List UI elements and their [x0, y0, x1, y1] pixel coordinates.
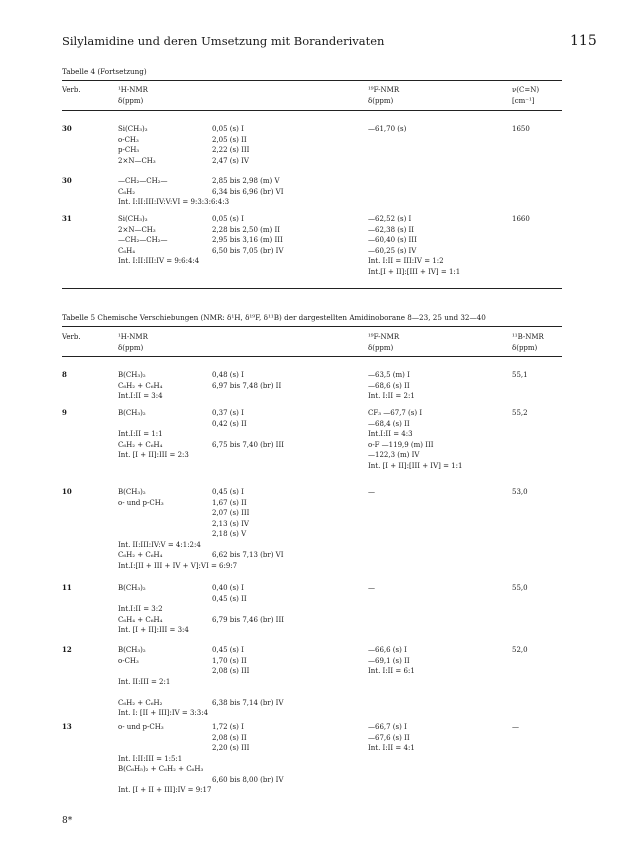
f-nmr-value-line: Int.I:II = 4:3 [368, 430, 413, 438]
b_nmr-value: — [512, 723, 519, 731]
h-nmr-shift-line [212, 429, 284, 440]
table5-header-rule [62, 356, 562, 357]
h-nmr-group-line [118, 419, 189, 430]
table4-caption: Tabelle 4 (Fortsetzung) [62, 67, 147, 76]
h-nmr-group-line: B(CH₃)₂ [118, 584, 146, 592]
h-nmr-group [118, 214, 199, 267]
table4-header-ir: ν(C=N) [cm⁻¹] [512, 86, 540, 105]
f-nmr-value [368, 124, 406, 135]
h-nmr-group-line: C₆H₄ + C₆H₄ [118, 615, 163, 624]
f-nmr-value-line: Int. I:II = 2:1 [368, 392, 415, 400]
table5-header-f-nmr: ¹⁹F-NMR δ(ppm) [368, 333, 400, 352]
ir-value: 1660 [512, 215, 530, 223]
h-nmr-group-line: Si(CH₃)₃ [118, 125, 148, 133]
f-nmr-value-line: —62,52 (s) I [368, 215, 412, 223]
h-nmr-shift-line: 2,28 bis 2,50 (m) II [212, 225, 281, 234]
f-nmr-value-line: —60,40 (s) III [368, 236, 417, 244]
f-nmr-value-line: o-F —119,9 (m) III [368, 440, 434, 449]
h-nmr-group-line: Int. I:II:III:IV = 9:6:4:4 [118, 257, 200, 265]
f-nmr-value-line: —60,25 (s) IV [368, 246, 417, 255]
table5-caption: Tabelle 5 Chemische Verschiebungen (NMR: δ¹H, δ¹⁹F, δ¹¹B) der dargestellten Amidinoborane 8—23, 25 und 32—40 [62, 313, 486, 322]
h-nmr-group-line: —CH₂—CH₂— [118, 236, 168, 244]
h-nmr-group-line: C₆H₂ + C₆H₄ [118, 551, 163, 559]
h-nmr-shift [212, 124, 249, 166]
h-nmr-shift-line: 2,47 (s) IV [212, 156, 249, 165]
compound-number: 9 [62, 408, 67, 417]
h-nmr-shift-line: 0,45 (s) II [212, 594, 247, 603]
h-nmr-shift-line: 0,40 (s) I [212, 584, 244, 592]
h-nmr-shift-line: 2,08 (s) III [212, 667, 250, 675]
h-nmr-group-line: 2×N—CH₃ [118, 156, 156, 165]
compound-number: 11 [62, 583, 72, 592]
f-nmr-value-line: Int. [I + II]:[III + IV] = 1:1 [368, 461, 463, 470]
h-nmr-shift-line: 2,95 bis 3,16 (m) III [212, 236, 283, 244]
h-nmr-group-line [118, 733, 211, 744]
table4-header-verb: Verb. [62, 86, 81, 94]
f-nmr-value [368, 408, 462, 471]
h-nmr-shift [212, 722, 284, 796]
f-nmr-value [368, 722, 415, 754]
h-nmr-group-line: C₆H₂ + C₆H₂ [118, 698, 163, 707]
h-nmr-group-line: Int. [I + II]:III = 3:4 [118, 626, 189, 634]
h-nmr-shift-line: 6,60 bis 8,00 (br) IV [212, 775, 284, 784]
h-nmr-group-line: o- und p-CH₃ [118, 498, 164, 507]
h-nmr-shift-line: 2,07 (s) III [212, 509, 250, 517]
h-nmr-shift-line [212, 197, 284, 208]
f-nmr-value [368, 214, 460, 277]
h-nmr-shift-line: 2,13 (s) IV [212, 519, 249, 528]
h-nmr-shift-line [212, 540, 284, 551]
f-nmr-value-line: — [368, 584, 375, 592]
b_nmr-value: 53,0 [512, 488, 528, 496]
h-nmr-group [118, 722, 211, 796]
h-nmr-shift-line: 6,50 bis 7,05 (br) IV [212, 246, 284, 255]
h-nmr-shift-line [212, 754, 284, 765]
f-nmr-value-line: CF₃ —67,7 (s) I [368, 409, 423, 417]
h-nmr-shift-line: 0,42 (s) II [212, 419, 247, 428]
table5-header-b-nmr: ¹¹B-NMR δ(ppm) [512, 333, 544, 352]
h-nmr-group-line: B(CH₃)₂ [118, 409, 146, 417]
running-head: Silylamidine und deren Umsetzung mit Boranderivaten [62, 34, 385, 48]
table4-top-rule [62, 80, 562, 81]
h-nmr-group [118, 645, 208, 719]
f-nmr-value-line: —66,6 (s) I [368, 646, 407, 654]
h-nmr-shift-line: 1,67 (s) II [212, 498, 247, 507]
h-nmr-shift-line [212, 391, 281, 402]
h-nmr-group-line: C₆H₄ [118, 246, 136, 255]
f-nmr-value-line: —68,6 (s) II [368, 381, 410, 390]
h-nmr-group-line: Int. [I + II]:III = 2:3 [118, 451, 189, 459]
f-nmr-value-line: —69,1 (s) II [368, 656, 410, 665]
h-nmr-shift [212, 176, 284, 208]
h-nmr-shift-line [212, 764, 284, 775]
f-nmr-value-line: Int. I:II = 4:1 [368, 744, 415, 752]
h-nmr-shift-line: 2,08 (s) II [212, 733, 247, 742]
h-nmr-shift [212, 645, 284, 719]
h-nmr-shift-line [212, 604, 284, 615]
f-nmr-value [368, 645, 415, 677]
h-nmr-group-line: o-CH₃ [118, 656, 139, 665]
f-nmr-value [368, 583, 375, 594]
h-nmr-shift-line: 0,48 (s) I [212, 371, 244, 379]
h-nmr-group-line: Int. I:II:III = 1:5:1 [118, 754, 183, 763]
h-nmr-shift-line: 2,22 (s) III [212, 146, 250, 154]
h-nmr-shift-line: 0,05 (s) I [212, 125, 244, 133]
h-nmr-group [118, 370, 163, 402]
h-nmr-shift-line: 2,18 (s) V [212, 530, 247, 538]
f-nmr-value-line: —68,4 (s) II [368, 419, 410, 428]
h-nmr-group-line [118, 594, 189, 605]
h-nmr-shift-line: 6,38 bis 7,14 (br) IV [212, 698, 284, 707]
h-nmr-group-line: Int.I:II = 3:2 [118, 605, 163, 613]
table5-header-verb: Verb. [62, 333, 81, 341]
f-nmr-value-line: —62,38 (s) II [368, 225, 415, 234]
table4-bottom-rule [62, 288, 562, 289]
h-nmr-shift-line: 6,97 bis 7,48 (br) II [212, 381, 282, 390]
h-nmr-group-line: C₆H₂ + C₆H₄ [118, 440, 163, 449]
table4-header-f-nmr: ¹⁹F-NMR δ(ppm) [368, 86, 400, 105]
table5-top-rule [62, 326, 562, 327]
h-nmr-group-line: 2×N—CH₃ [118, 225, 156, 234]
h-nmr-shift-line [212, 450, 284, 461]
compound-number: 8 [62, 370, 67, 379]
f-nmr-value-line: — [368, 488, 375, 496]
h-nmr-shift-line: 6,62 bis 7,13 (br) VI [212, 551, 284, 559]
h-nmr-shift [212, 583, 284, 636]
compound-number: 30 [62, 176, 72, 185]
h-nmr-shift [212, 487, 284, 571]
h-nmr-group-line: C₆H₂ [118, 187, 136, 196]
h-nmr-shift-line [212, 708, 284, 719]
h-nmr-group-line: Int. II:III:IV:V = 4:1:2:4 [118, 540, 201, 549]
h-nmr-shift-line: 2,05 (s) II [212, 135, 247, 144]
table4-header-rule [62, 110, 562, 111]
f-nmr-value-line: —63,5 (m) I [368, 371, 410, 379]
h-nmr-shift-line: 0,05 (s) I [212, 215, 244, 223]
compound-number: 30 [62, 124, 72, 133]
ir-value: 1650 [512, 125, 530, 133]
f-nmr-value [368, 487, 375, 498]
h-nmr-group-line: Int.I:II = 3:4 [118, 392, 163, 400]
h-nmr-shift-line: 2,20 (s) III [212, 744, 250, 752]
h-nmr-group [118, 124, 156, 166]
h-nmr-group-line: o- und p-CH₃ [118, 723, 164, 731]
h-nmr-shift-line: 0,45 (s) I [212, 646, 244, 654]
h-nmr-group-line: Int. I:II:III:IV:V:VI = 9:3:3:6:4:3 [118, 198, 230, 206]
h-nmr-group-line: Si(CH₃)₃ [118, 215, 148, 223]
h-nmr-group-line: Int. I: [II + III]:IV = 3:3:4 [118, 709, 209, 717]
f-nmr-value-line: —67,6 (s) II [368, 733, 410, 742]
h-nmr-shift-line [212, 785, 284, 796]
h-nmr-group [118, 408, 189, 461]
b_nmr-value: 55,1 [512, 371, 528, 379]
h-nmr-shift-line [212, 561, 284, 572]
table4-header-h-nmr: ¹H-NMR δ(ppm) [118, 86, 148, 105]
h-nmr-group-line: Int.I:II = 1:1 [118, 430, 163, 438]
h-nmr-group-line: B(CH₃)₂ [118, 371, 146, 379]
f-nmr-value-line: Int. I:II = 6:1 [368, 667, 415, 675]
h-nmr-group-line [118, 743, 211, 754]
h-nmr-group-line: Int.I:[II + III + IV + V]:VI = 6:9:7 [118, 561, 238, 570]
h-nmr-shift-line [212, 677, 284, 688]
compound-number: 13 [62, 722, 72, 731]
h-nmr-group-line [118, 775, 211, 786]
compound-number: 10 [62, 487, 72, 496]
f-nmr-value-line: Int.[I + II]:[III + IV] = 1:1 [368, 267, 461, 276]
h-nmr-shift [212, 370, 281, 402]
h-nmr-shift-line: 6,79 bis 7,46 (br) III [212, 615, 284, 624]
h-nmr-shift-line [212, 256, 284, 267]
h-nmr-group-line: Int. II:III = 2:1 [118, 677, 171, 686]
b_nmr-value: 52,0 [512, 646, 528, 654]
h-nmr-group-line: B(C₆H₅)₂ + C₆H₂ + C₆H₃ [118, 765, 204, 773]
f-nmr-value [368, 370, 415, 402]
h-nmr-shift [212, 214, 284, 267]
b_nmr-value: 55,0 [512, 584, 528, 592]
h-nmr-shift-line: 1,70 (s) II [212, 656, 247, 665]
h-nmr-group-line: B(CH₃)₂ [118, 646, 146, 654]
h-nmr-shift-line [212, 625, 284, 636]
h-nmr-shift-line: 6,34 bis 6,96 (br) VI [212, 187, 284, 196]
h-nmr-shift-line: 0,37 (s) I [212, 409, 244, 417]
h-nmr-group-line: o-CH₃ [118, 135, 139, 144]
h-nmr-group-line: p-CH₃ [118, 146, 140, 154]
f-nmr-value-line: Int. I:II = III:IV = 1:2 [368, 257, 444, 265]
h-nmr-shift [212, 408, 284, 461]
b_nmr-value: 55,2 [512, 409, 528, 417]
h-nmr-group-line: B(CH₃)₂ [118, 488, 146, 496]
h-nmr-shift-line [212, 687, 284, 698]
f-nmr-value-line: —122,3 (m) IV [368, 451, 420, 459]
footer-mark: 8* [62, 816, 73, 826]
h-nmr-group [118, 583, 189, 636]
h-nmr-shift-line: 2,85 bis 2,98 (m) V [212, 177, 280, 185]
f-nmr-value-line: —66,7 (s) I [368, 723, 407, 731]
page-number: 115 [570, 33, 597, 49]
h-nmr-shift-line: 6,75 bis 7,40 (br) III [212, 440, 284, 449]
h-nmr-shift-line: 1,72 (s) I [212, 723, 244, 731]
h-nmr-group-line: C₆H₂ + C₆H₄ [118, 381, 163, 390]
h-nmr-group-line: Int. [I + II + III]:IV = 9:17 [118, 786, 212, 794]
h-nmr-group-line [118, 687, 208, 698]
compound-number: 31 [62, 214, 72, 223]
h-nmr-group-line: —CH₂—CH₂— [118, 177, 168, 185]
compound-number: 12 [62, 645, 72, 654]
h-nmr-shift-line: 0,45 (s) I [212, 488, 244, 496]
f-nmr-value-line: —61,70 (s) [368, 125, 407, 133]
table5-header-h-nmr: ¹H-NMR δ(ppm) [118, 333, 148, 352]
h-nmr-group-line [118, 666, 208, 677]
